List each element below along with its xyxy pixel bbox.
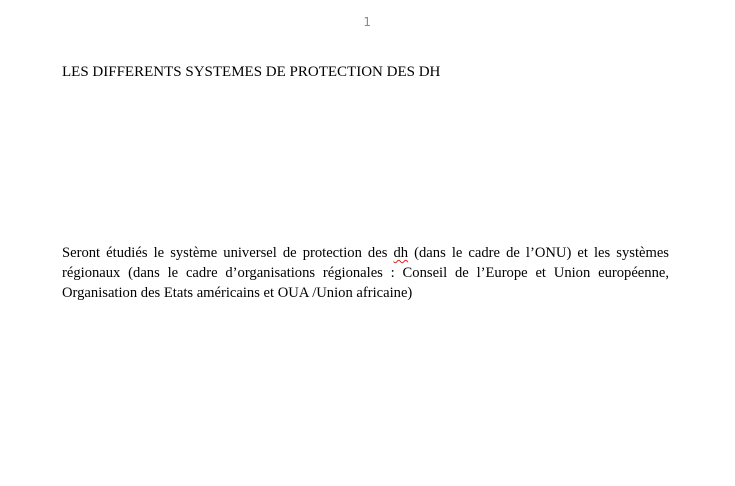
paragraph-text-end: (dans le cadre de l’ONU) et les systèmes régionaux (dans le cadre d’organisations régionales : Conseil de l’Europe et Union européenne, Organisation des Etats américains et OUA /Union africaine) — [62, 245, 669, 301]
paragraph-text-start: Seront étudiés le système universel de protection des — [62, 245, 394, 261]
document-title[interactable]: LES DIFFERENTS SYSTEMES DE PROTECTION DES DH — [62, 64, 441, 80]
page-number: 1 — [363, 15, 372, 29]
spellcheck-flagged-word[interactable]: dh — [393, 245, 409, 261]
body-paragraph[interactable] — [62, 243, 669, 303]
